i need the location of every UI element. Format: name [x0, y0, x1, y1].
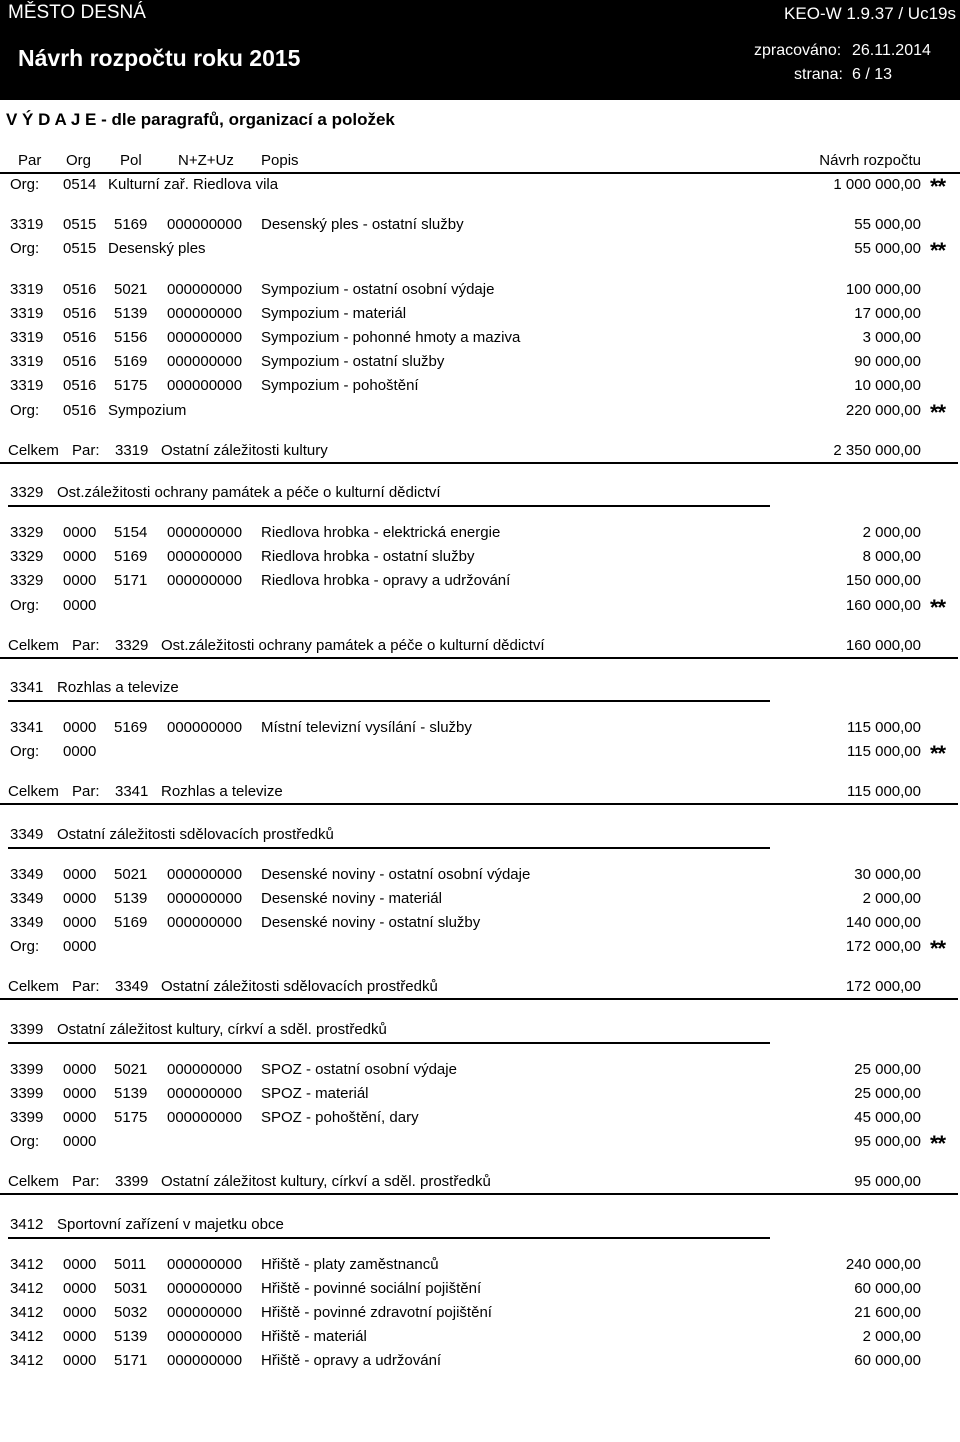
cell-uz: 000000000 — [167, 216, 243, 233]
processed-label: zpracováno: — [754, 42, 842, 59]
budget-item-row — [0, 1328, 960, 1352]
cell-org: 0000 — [63, 1280, 97, 1297]
budget-item-row — [0, 866, 960, 890]
cell-amount: 240 000,00 — [845, 1256, 921, 1273]
org-subtotal-amount: 220 000,00 — [845, 402, 921, 419]
cell-org: 0000 — [63, 548, 97, 565]
total-par-number: 3349 — [115, 978, 149, 995]
org-subtotal-row — [0, 176, 960, 200]
cell-org: 0000 — [63, 1328, 97, 1345]
budget-item-row — [0, 377, 960, 401]
cell-amount: 100 000,00 — [845, 281, 921, 298]
cell-amount: 115 000,00 — [847, 719, 921, 736]
page-label: strana: — [794, 66, 843, 83]
cell-amount: 30 000,00 — [854, 866, 921, 883]
budget-item-row — [0, 890, 960, 914]
org-label: Org: — [10, 402, 40, 419]
cell-uz: 000000000 — [167, 524, 243, 541]
org-name: Kulturní zař. Riedlova vila — [108, 176, 279, 193]
budget-item-row — [0, 305, 960, 329]
cell-amount: 17 000,00 — [854, 305, 921, 322]
total-par-number: 3399 — [115, 1173, 149, 1190]
total-label: Celkem — [8, 442, 59, 459]
cell-pol: 5154 — [114, 524, 148, 541]
section-code: 3341 — [10, 679, 44, 696]
cell-amount: 55 000,00 — [854, 216, 921, 233]
cell-description: Sympozium - pohoštění — [261, 377, 419, 394]
total-par-number: 3319 — [115, 442, 149, 459]
cell-par: 3319 — [10, 281, 44, 298]
report-title: Návrh rozpočtu roku 2015 — [18, 45, 301, 71]
cell-description: Hřiště - platy zaměstnanců — [261, 1256, 439, 1273]
cell-org: 0516 — [63, 281, 97, 298]
cell-org: 0000 — [63, 1256, 97, 1273]
cell-description: Desenské noviny - ostatní služby — [261, 914, 481, 931]
org-name: Sympozium — [108, 402, 187, 419]
cell-amount: 8 000,00 — [862, 548, 921, 565]
org-subtotal-amount: 1 000 000,00 — [833, 176, 921, 193]
org-number: 0516 — [63, 402, 97, 419]
org-subtotal-amount: 55 000,00 — [854, 240, 921, 257]
paragraph-total-amount: 172 000,00 — [845, 978, 921, 995]
cell-uz: 000000000 — [167, 305, 243, 322]
cell-description: Riedlova hrobka - opravy a udržování — [261, 572, 511, 589]
cell-pol: 5139 — [114, 305, 148, 322]
cell-par: 3399 — [10, 1085, 44, 1102]
paragraph-total-amount: 160 000,00 — [845, 637, 921, 654]
subtotal-marker: ** — [930, 741, 946, 766]
cell-description: SPOZ - materiál — [261, 1085, 369, 1102]
cell-amount: 2 000,00 — [862, 1328, 921, 1345]
total-par-name: Ostatní záležitost kultury, církví a sděl. prostředků — [161, 1173, 491, 1190]
cell-par: 3412 — [10, 1280, 44, 1297]
cell-pol: 5156 — [114, 329, 148, 346]
cell-par: 3319 — [10, 353, 44, 370]
cell-uz: 000000000 — [167, 329, 243, 346]
org-number: 0000 — [63, 1133, 97, 1150]
budget-item-row — [0, 914, 960, 938]
cell-pol: 5169 — [114, 914, 148, 931]
cell-par: 3412 — [10, 1304, 44, 1321]
section-code: 3412 — [10, 1216, 44, 1233]
cell-org: 0516 — [63, 353, 97, 370]
budget-item-row — [0, 1280, 960, 1304]
cell-org: 0000 — [63, 890, 97, 907]
cell-description: Desenský ples - ostatní služby — [261, 216, 464, 233]
cell-uz: 000000000 — [167, 353, 243, 370]
cell-description: Hřiště - povinné sociální pojištění — [261, 1280, 482, 1297]
cell-amount: 150 000,00 — [845, 572, 921, 589]
org-subtotal-row — [0, 402, 960, 426]
org-subtotal-amount: 115 000,00 — [847, 743, 921, 760]
cell-amount: 140 000,00 — [845, 914, 921, 931]
budget-item-row — [0, 216, 960, 240]
cell-org: 0000 — [63, 1304, 97, 1321]
cell-uz: 000000000 — [167, 548, 243, 565]
section-rule — [8, 505, 770, 507]
total-par-name: Ost.záležitosti ochrany památek a péče o kulturní dědictví — [161, 637, 545, 654]
column-header-popis: Popis — [261, 152, 299, 169]
cell-amount: 2 000,00 — [862, 524, 921, 541]
cell-pol: 5139 — [114, 1085, 148, 1102]
cell-pol: 5171 — [114, 1352, 148, 1369]
subtotal-marker: ** — [930, 238, 946, 263]
cell-pol: 5021 — [114, 1061, 148, 1078]
cell-amount: 45 000,00 — [854, 1109, 921, 1126]
cell-uz: 000000000 — [167, 719, 243, 736]
cell-amount: 25 000,00 — [854, 1085, 921, 1102]
cell-uz: 000000000 — [167, 890, 243, 907]
cell-uz: 000000000 — [167, 377, 243, 394]
cell-description: Riedlova hrobka - elektrická energie — [261, 524, 501, 541]
cell-par: 3349 — [10, 914, 44, 931]
organization-name: MĚSTO DESNÁ — [8, 2, 146, 23]
cell-description: Hřiště - materiál — [261, 1328, 367, 1345]
section-code: 3329 — [10, 484, 44, 501]
total-label: Celkem — [8, 978, 59, 995]
org-label: Org: — [10, 240, 40, 257]
cell-par: 3329 — [10, 572, 44, 589]
cell-pol: 5169 — [114, 719, 148, 736]
cell-org: 0000 — [63, 914, 97, 931]
subtotal-marker: ** — [930, 936, 946, 961]
budget-item-row — [0, 524, 960, 548]
cell-pol: 5021 — [114, 281, 148, 298]
cell-org: 0516 — [63, 305, 97, 322]
cell-pol: 5031 — [114, 1280, 148, 1297]
column-header-pol: Pol — [120, 152, 142, 169]
org-label: Org: — [10, 743, 40, 760]
cell-par: 3399 — [10, 1109, 44, 1126]
cell-uz: 000000000 — [167, 572, 243, 589]
budget-item-row — [0, 1304, 960, 1328]
cell-uz: 000000000 — [167, 1280, 243, 1297]
org-subtotal-row — [0, 240, 960, 264]
report-header-banner — [0, 0, 960, 100]
page-number: 6 / 13 — [852, 66, 893, 83]
cell-par: 3319 — [10, 305, 44, 322]
total-label: Celkem — [8, 637, 59, 654]
subtotal-marker: ** — [930, 400, 946, 425]
total-par-label: Par: — [72, 442, 100, 459]
paragraph-total-amount: 95 000,00 — [854, 1173, 921, 1190]
total-par-label: Par: — [72, 978, 100, 995]
org-subtotal-amount: 95 000,00 — [854, 1133, 921, 1150]
cell-par: 3319 — [10, 216, 44, 233]
cell-pol: 5032 — [114, 1304, 148, 1321]
cell-org: 0000 — [63, 719, 97, 736]
cell-org: 0000 — [63, 572, 97, 589]
cell-uz: 000000000 — [167, 866, 243, 883]
total-par-name: Ostatní záležitosti sdělovacích prostředků — [161, 978, 438, 995]
paragraph-total-amount: 115 000,00 — [847, 783, 921, 800]
total-label: Celkem — [8, 783, 59, 800]
cell-org: 0516 — [63, 377, 97, 394]
cell-org: 0000 — [63, 1085, 97, 1102]
cell-pol: 5169 — [114, 353, 148, 370]
cell-pol: 5021 — [114, 866, 148, 883]
budget-item-row — [0, 719, 960, 743]
cell-description: Místní televizní vysílání - služby — [261, 719, 472, 736]
section-rule — [0, 803, 958, 805]
section-rule — [8, 1237, 770, 1239]
cell-par: 3399 — [10, 1061, 44, 1078]
cell-amount: 2 000,00 — [862, 890, 921, 907]
cell-description: Sympozium - materiál — [261, 305, 407, 322]
column-header-org: Org — [66, 152, 92, 169]
section-name: Ost.záležitosti ochrany památek a péče o kulturní dědictví — [57, 484, 441, 501]
cell-uz: 000000000 — [167, 914, 243, 931]
section-rule — [0, 1193, 958, 1195]
cell-pol: 5011 — [114, 1256, 147, 1273]
budget-item-row — [0, 1109, 960, 1133]
cell-amount: 10 000,00 — [854, 377, 921, 394]
section-name: Ostatní záležitost kultury, církví a sděl. prostředků — [57, 1021, 387, 1038]
cell-uz: 000000000 — [167, 281, 243, 298]
cell-par: 3329 — [10, 548, 44, 565]
budget-item-row — [0, 572, 960, 596]
section-name: Ostatní záležitosti sdělovacích prostředků — [57, 826, 334, 843]
cell-uz: 000000000 — [167, 1109, 243, 1126]
cell-description: SPOZ - pohoštění, dary — [261, 1109, 419, 1126]
org-number: 0000 — [63, 743, 97, 760]
budget-item-row — [0, 1352, 960, 1376]
cell-description: Sympozium - ostatní osobní výdaje — [261, 281, 495, 298]
cell-description: Riedlova hrobka - ostatní služby — [261, 548, 475, 565]
budget-item-row — [0, 353, 960, 377]
cell-par: 3319 — [10, 377, 44, 394]
cell-org: 0000 — [63, 1352, 97, 1369]
cell-uz: 000000000 — [167, 1256, 243, 1273]
header-divider — [0, 172, 960, 174]
total-par-label: Par: — [72, 1173, 100, 1190]
org-number: 0000 — [63, 597, 97, 614]
section-name: Sportovní zařízení v majetku obce — [57, 1216, 284, 1233]
section-code: 3399 — [10, 1021, 44, 1038]
total-par-name: Ostatní záležitosti kultury — [161, 442, 328, 459]
cell-par: 3349 — [10, 890, 44, 907]
cell-description: Sympozium - ostatní služby — [261, 353, 445, 370]
section-rule — [8, 1042, 770, 1044]
budget-item-row — [0, 1061, 960, 1085]
cell-description: SPOZ - ostatní osobní výdaje — [261, 1061, 457, 1078]
section-rule — [8, 700, 770, 702]
budget-item-row — [0, 548, 960, 572]
cell-uz: 000000000 — [167, 1061, 243, 1078]
total-par-number: 3341 — [115, 783, 149, 800]
cell-description: Desenské noviny - materiál — [261, 890, 442, 907]
cell-description: Sympozium - pohonné hmoty a maziva — [261, 329, 521, 346]
budget-item-row — [0, 1256, 960, 1280]
org-subtotal-row — [0, 1133, 960, 1157]
column-header-amount: Návrh rozpočtu — [819, 152, 921, 169]
section-name: Rozhlas a televize — [57, 679, 179, 696]
cell-org: 0000 — [63, 866, 97, 883]
total-label: Celkem — [8, 1173, 59, 1190]
total-par-name: Rozhlas a televize — [161, 783, 283, 800]
cell-amount: 21 600,00 — [854, 1304, 921, 1321]
subtotal-marker: ** — [930, 595, 946, 620]
cell-description: Hřiště - povinné zdravotní pojištění — [261, 1304, 492, 1321]
cell-par: 3341 — [10, 719, 44, 736]
cell-pol: 5139 — [114, 1328, 148, 1345]
total-par-label: Par: — [72, 783, 100, 800]
org-subtotal-row — [0, 743, 960, 767]
org-label: Org: — [10, 176, 40, 193]
cell-par: 3412 — [10, 1256, 44, 1273]
org-number: 0514 — [63, 176, 97, 193]
column-header-uz: N+Z+Uz — [178, 152, 234, 169]
total-par-label: Par: — [72, 637, 100, 654]
total-par-number: 3329 — [115, 637, 149, 654]
cell-pol: 5175 — [114, 377, 148, 394]
subtotal-marker: ** — [930, 1131, 946, 1156]
budget-item-row — [0, 281, 960, 305]
org-number: 0000 — [63, 938, 97, 955]
org-label: Org: — [10, 938, 40, 955]
cell-par: 3319 — [10, 329, 44, 346]
cell-pol: 5139 — [114, 890, 148, 907]
section-rule — [0, 462, 958, 464]
cell-amount: 60 000,00 — [854, 1352, 921, 1369]
cell-amount: 60 000,00 — [854, 1280, 921, 1297]
org-subtotal-row — [0, 597, 960, 621]
cell-amount: 25 000,00 — [854, 1061, 921, 1078]
report-subtitle: V Ý D A J E - dle paragrafů, organizací a položek — [6, 110, 395, 129]
cell-org: 0000 — [63, 524, 97, 541]
report-code: KEO-W 1.9.37 / Uc19s — [784, 4, 956, 23]
cell-pol: 5175 — [114, 1109, 148, 1126]
cell-org: 0516 — [63, 329, 97, 346]
budget-item-row — [0, 1085, 960, 1109]
section-code: 3349 — [10, 826, 44, 843]
section-rule — [0, 998, 958, 1000]
cell-par: 3412 — [10, 1328, 44, 1345]
cell-uz: 000000000 — [167, 1352, 243, 1369]
cell-description: Hřiště - opravy a udržování — [261, 1352, 442, 1369]
cell-org: 0515 — [63, 216, 97, 233]
cell-description: Desenské noviny - ostatní osobní výdaje — [261, 866, 531, 883]
org-name: Desenský ples — [108, 240, 206, 257]
cell-pol: 5169 — [114, 216, 148, 233]
org-subtotal-amount: 160 000,00 — [845, 597, 921, 614]
paragraph-total-amount: 2 350 000,00 — [833, 442, 921, 459]
subtotal-marker: ** — [930, 174, 946, 199]
column-header-par: Par — [18, 152, 42, 169]
section-rule — [0, 657, 958, 659]
org-number: 0515 — [63, 240, 97, 257]
budget-item-row — [0, 329, 960, 353]
org-label: Org: — [10, 1133, 40, 1150]
cell-amount: 90 000,00 — [854, 353, 921, 370]
cell-org: 0000 — [63, 1061, 97, 1078]
cell-amount: 3 000,00 — [862, 329, 921, 346]
cell-par: 3349 — [10, 866, 44, 883]
cell-par: 3412 — [10, 1352, 44, 1369]
cell-org: 0000 — [63, 1109, 97, 1126]
cell-uz: 000000000 — [167, 1304, 243, 1321]
processed-date: 26.11.2014 — [852, 42, 931, 59]
cell-uz: 000000000 — [167, 1085, 243, 1102]
org-label: Org: — [10, 597, 40, 614]
cell-pol: 5169 — [114, 548, 148, 565]
cell-pol: 5171 — [114, 572, 148, 589]
cell-par: 3329 — [10, 524, 44, 541]
org-subtotal-amount: 172 000,00 — [845, 938, 921, 955]
cell-uz: 000000000 — [167, 1328, 243, 1345]
org-subtotal-row — [0, 938, 960, 962]
section-rule — [8, 847, 770, 849]
